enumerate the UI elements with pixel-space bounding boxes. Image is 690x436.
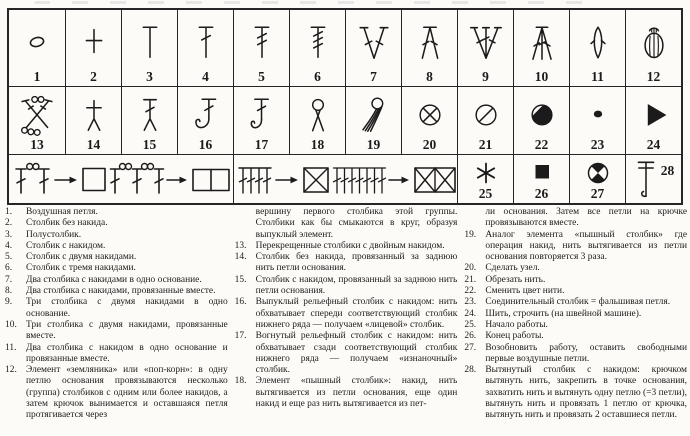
legend-item-text: Три столбика с двумя накидами в одно основание. xyxy=(26,297,228,319)
legend-item xyxy=(5,365,228,421)
loop-tails-icon xyxy=(354,90,394,138)
cluster-3-to-two-squares-icon xyxy=(107,160,231,198)
loop-cross-icon xyxy=(298,90,338,138)
legend-item xyxy=(464,309,687,320)
symbol-number: 24 xyxy=(646,137,661,152)
legend-item-number: 14. xyxy=(234,252,247,263)
symbol-number: 12 xyxy=(646,69,661,84)
legend-item-number: 12. xyxy=(5,365,17,376)
symbol-cell-3 xyxy=(121,10,177,86)
legend-item-text: Вогнутый рельефный столбик с накидом: нить обхватывает сзади соответствующий столбик нижнего ряда — получаем «изнаночный» столбик. xyxy=(255,331,458,376)
legend-item-text: Соединительный столбик = фальшивая петля. xyxy=(485,297,671,308)
symbol-number: 17 xyxy=(254,137,269,152)
legend-item xyxy=(464,275,687,286)
legend-item xyxy=(464,320,687,331)
symbol-cell-11 xyxy=(569,10,625,86)
symbol-number: 13 xyxy=(30,137,44,152)
symbol-number: 11 xyxy=(591,69,604,84)
symbol-number: 14 xyxy=(86,137,101,152)
legend-item-number: 21. xyxy=(464,274,477,285)
legend-column-3 xyxy=(464,207,687,422)
circle-slash-icon xyxy=(466,90,506,138)
asterisk-icon xyxy=(466,158,506,187)
symbol-cell-15 xyxy=(121,86,177,154)
symbol-cell-4 xyxy=(177,10,233,86)
symbol-number: 3 xyxy=(146,69,153,84)
extended-stitch-icon xyxy=(633,158,659,202)
back-post-hook-icon xyxy=(242,90,282,138)
symbol-cell-9 xyxy=(457,10,513,86)
bar-fork-icon xyxy=(130,90,170,138)
legend-item xyxy=(235,331,458,376)
plus-fork-icon xyxy=(74,90,114,138)
symbol-number: 19 xyxy=(366,137,381,152)
legend-item-number: 20. xyxy=(464,263,477,274)
legend-item-text: Начало работы. xyxy=(485,319,548,330)
legend-item-number: 28. xyxy=(464,365,477,376)
legend-item-text: Столбик с тремя накидами. xyxy=(26,263,136,274)
legend-item-text: Два столбика с накидами в одно основание. xyxy=(26,274,202,285)
legend-continuation: ли основания. Затем все петли на крючке провязываются вместе. xyxy=(485,207,688,229)
circle-x-icon xyxy=(410,90,450,138)
legend-item-number: 4. xyxy=(5,240,13,251)
legend-item-number: 22. xyxy=(464,286,477,297)
symbol-table xyxy=(7,8,683,205)
legend xyxy=(5,207,687,422)
symbol-cell-8 xyxy=(401,10,457,86)
symbol-cell-20 xyxy=(401,86,457,154)
legend-item-text: Три столбика с двумя накидами, провязанные вместе. xyxy=(26,319,228,342)
legend-item-text: Конец работы. xyxy=(485,331,544,342)
legend-item-number: 18. xyxy=(234,376,247,387)
two-in-one-icon xyxy=(354,13,394,70)
legend-item-number: 26. xyxy=(464,331,477,342)
triangle-icon xyxy=(634,90,674,138)
symbol-number: 9 xyxy=(482,69,489,84)
symbol-cell-10 xyxy=(513,10,569,86)
legend-item xyxy=(5,275,228,286)
legend-item xyxy=(5,230,228,241)
symbol-cell-7 xyxy=(345,10,401,86)
legend-item-number: 3. xyxy=(5,229,13,240)
legend-item-text: Аналог элемента «пышный столбик» где операция накид, нить вытягивается из петли основания повторяется 3 раза. xyxy=(485,229,688,263)
legend-item xyxy=(5,241,228,252)
legend-item-text: Перекрещенные столбики с двойным накидом. xyxy=(255,240,445,251)
legend-item xyxy=(235,376,458,410)
legend-item xyxy=(464,230,687,264)
legend-item-text: Столбик с двумя накидами. xyxy=(26,252,137,263)
symbol-cell-12 xyxy=(625,10,681,86)
symbol-cell-13 xyxy=(9,86,65,154)
three-in-one-icon xyxy=(466,13,506,70)
legend-item-number: 8. xyxy=(5,286,13,297)
legend-item-text: Обрезать нить. xyxy=(485,274,546,285)
symbol-cell-2 xyxy=(65,10,121,86)
front-post-hook-icon xyxy=(186,90,226,138)
legend-item-number: 9. xyxy=(5,297,13,308)
legend-item-text: Выпуклый рельефный столбик с накидом: нить обхватывает спереди соответствующий столбик нижнего ряда — получаем «лицевой» столбик. xyxy=(255,297,458,330)
symbol-cell-17 xyxy=(233,86,289,154)
legend-item xyxy=(5,343,228,366)
legend-item-number: 13. xyxy=(234,240,247,251)
symbol-cell-24 xyxy=(625,86,681,154)
symbol-cell-18 xyxy=(289,86,345,154)
legend-item-number: 17. xyxy=(234,331,247,342)
symbol-cell-14 xyxy=(65,86,121,154)
symbol-number: 28 xyxy=(660,163,675,178)
three-together-icon xyxy=(522,13,562,70)
legend-item-number: 27. xyxy=(464,342,477,353)
bars-4-to-crossed-square-icon xyxy=(236,160,332,198)
legend-item-text: Элемент «пышный столбик»: накид, нить вытягивается из петли основания, еще один накид и еще раз нить вытягивается из пет- xyxy=(255,376,458,410)
legend-item-text: Столбик с накидом. xyxy=(26,240,106,251)
symbol-number: 8 xyxy=(426,69,433,84)
legend-item xyxy=(5,297,228,320)
symbol-cell-27 xyxy=(569,154,625,203)
legend-item xyxy=(464,365,687,421)
symbol-number: 5 xyxy=(258,69,265,84)
legend-item xyxy=(464,297,687,308)
symbol-number: 26 xyxy=(534,186,549,201)
legend-item xyxy=(5,218,228,229)
symbol-number: 7 xyxy=(370,69,377,84)
symbol-number: 18 xyxy=(310,137,325,152)
legend-item-text: Воздушная петля. xyxy=(26,207,98,217)
symbol-cell-26 xyxy=(513,154,569,203)
legend-item xyxy=(5,286,228,297)
symbol-cell-6 xyxy=(289,10,345,86)
symbol-cell-23 xyxy=(569,86,625,154)
legend-item-text: Два столбика с накидом в одно основание и провязанные вместе. xyxy=(26,342,228,364)
legend-item-text: Два столбика с накидами, провязанные вместе. xyxy=(26,286,216,297)
legend-item-number: 5. xyxy=(5,252,13,263)
symbol-number: 25 xyxy=(478,186,493,201)
symbol-number: 16 xyxy=(198,137,213,152)
legend-item xyxy=(5,252,228,263)
legend-item xyxy=(5,207,228,218)
symbol-number: 22 xyxy=(534,137,549,152)
plus-stitch-icon xyxy=(74,13,114,70)
legend-item-number: 19. xyxy=(464,229,477,240)
symbol-cell-25 xyxy=(457,154,513,203)
cluster-2-to-square-icon xyxy=(11,160,107,198)
legend-item xyxy=(464,263,687,274)
legend-item-text: Элемент «земляника» или «поп-корн»: в одну петлю основания провязываются несколько (группа) столбиков с одним или более накидов, а затем крючок вынимается и оставшаяся петля протягивается через xyxy=(26,365,228,421)
legend-item-text: Возобновить работу, оставить свободными первые воздушные петли. xyxy=(485,342,688,364)
filet-notation-group-2 xyxy=(233,154,457,203)
symbol-number: 21 xyxy=(478,137,493,152)
legend-item-text: Шить, строчить (на швейной машине). xyxy=(485,308,642,319)
filled-square-icon xyxy=(522,158,562,187)
bar-1tick-icon xyxy=(186,13,226,70)
symbol-number: 6 xyxy=(314,69,321,84)
legend-item-number: 7. xyxy=(5,274,13,285)
popcorn-icon xyxy=(634,13,674,70)
symbol-number: 23 xyxy=(590,137,605,152)
legend-item-text: Сделать узел. xyxy=(485,263,540,274)
dot-icon xyxy=(578,90,618,138)
legend-column-2 xyxy=(235,207,458,422)
legend-item-number: 2. xyxy=(5,218,13,229)
legend-item-text: Столбик без накида, провязанный за заднюю нить петли основания. xyxy=(255,252,458,274)
legend-item-text: Столбик с накидом, провязанный за заднюю нить петли основания. xyxy=(255,274,458,297)
legend-item xyxy=(235,252,458,275)
legend-item-text: Столбик без накида. xyxy=(26,218,108,229)
legend-item-number: 24. xyxy=(464,308,477,319)
legend-item xyxy=(235,275,458,298)
chain-loop-icon xyxy=(17,13,57,70)
legend-item xyxy=(5,320,228,343)
legend-column-1 xyxy=(5,207,228,422)
symbol-cell-1 xyxy=(9,10,65,86)
legend-item-number: 15. xyxy=(234,274,247,285)
filet-notation-group-1 xyxy=(9,154,233,203)
legend-item xyxy=(464,343,687,366)
symbol-number: 10 xyxy=(534,69,549,84)
symbol-number: 20 xyxy=(422,137,437,152)
symbol-cell-28 xyxy=(625,154,681,203)
two-together-icon xyxy=(410,13,450,70)
symbol-number: 27 xyxy=(590,186,605,201)
legend-item-number: 11. xyxy=(5,342,17,353)
scan-artifact xyxy=(34,1,594,4)
symbol-cell-19 xyxy=(345,86,401,154)
symbol-number: 2 xyxy=(90,69,97,84)
symbol-number: 4 xyxy=(202,69,209,84)
legend-item xyxy=(5,263,228,274)
bars-7-to-two-crossed-squares-icon xyxy=(332,160,456,198)
bar-stitch-icon xyxy=(130,13,170,70)
legend-item-number: 23. xyxy=(464,297,477,308)
legend-item-number: 16. xyxy=(234,297,247,308)
legend-item xyxy=(235,297,458,331)
bar-3tick-icon xyxy=(298,13,338,70)
bar-2tick-icon xyxy=(242,13,282,70)
crossed-stitches-icon xyxy=(17,90,57,138)
symbol-cell-22 xyxy=(513,86,569,154)
circle-quarters-icon xyxy=(578,158,618,187)
symbol-cell-5 xyxy=(233,10,289,86)
legend-item-text: Сменить цвет нити. xyxy=(485,286,565,297)
lens-icon xyxy=(578,13,618,70)
legend-item-text: Вытянутый столбик с накидом: крючком вытянуть нить, закрепить в точке основания, захватить нить и вытянуть одну петлю (=3 петли), вытянуть нить и провязать 1 петлю от крючка, вытянуть нить и провязать 2 оставшиеся петли. xyxy=(485,365,688,421)
symbol-number: 15 xyxy=(142,137,157,152)
legend-item xyxy=(235,241,458,252)
legend-continuation: вершину первого столбика этой группы. Столбики как бы смыкаются в круг, образуя выпуклый элемент. xyxy=(255,207,458,240)
legend-item-number: 6. xyxy=(5,263,13,274)
legend-item-number: 1. xyxy=(5,207,13,217)
symbol-number: 1 xyxy=(33,69,41,84)
symbol-cell-21 xyxy=(457,86,513,154)
circle-half-filled-icon xyxy=(522,90,562,138)
legend-item xyxy=(464,286,687,297)
legend-item-number: 10. xyxy=(5,319,17,330)
legend-item xyxy=(464,331,687,342)
legend-item-text: Полустолбик. xyxy=(26,229,82,240)
legend-item-number: 25. xyxy=(464,319,477,330)
symbol-cell-16 xyxy=(177,86,233,154)
